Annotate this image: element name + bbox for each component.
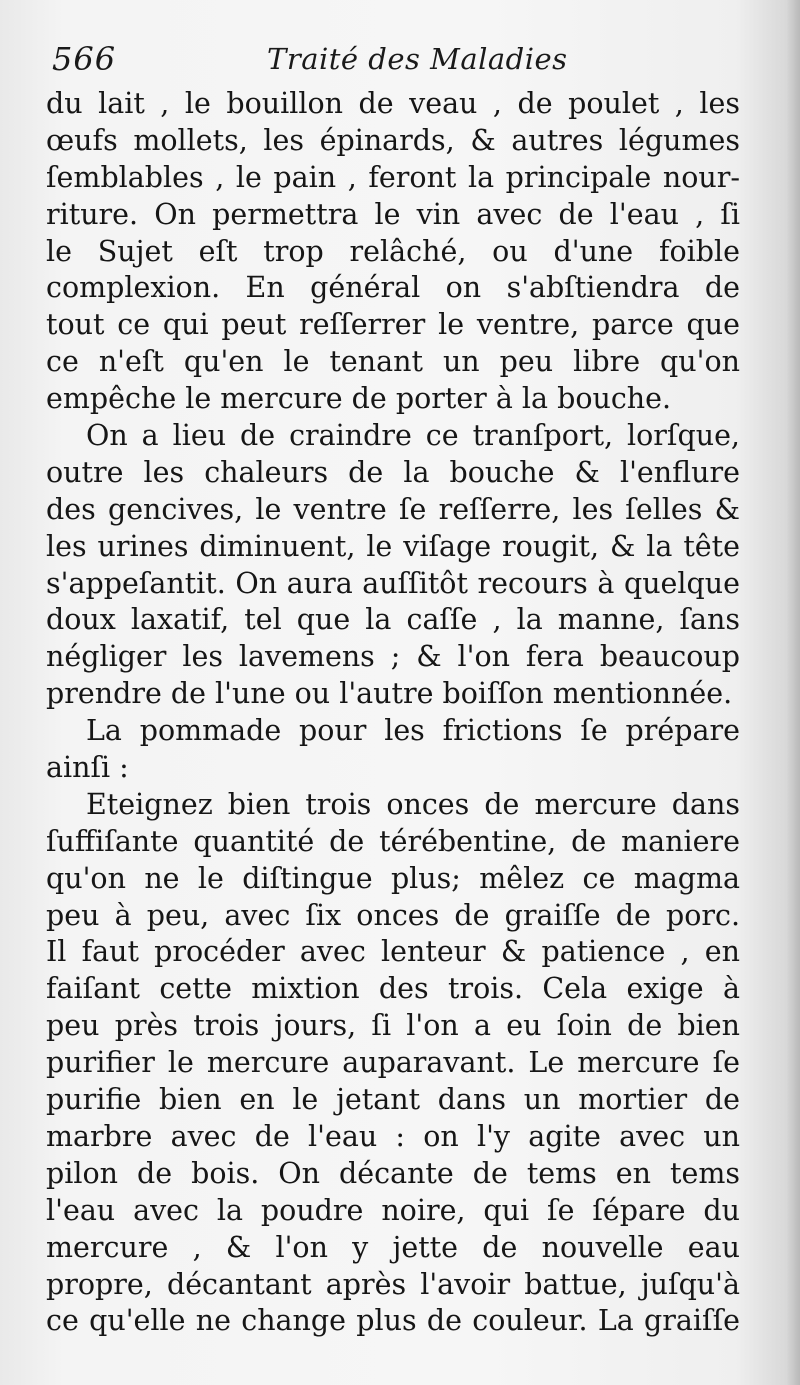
text-line: mercure , & l'on y jette de nouvelle eau [46,1230,740,1264]
text-line: des gencives, le ventre ſe reſſerre, les ſelles & [46,492,740,526]
text-line: Il faut procéder avec lenteur & patience , en [46,935,740,969]
text-line: outre les chaleurs de la bouche & l'enflure [46,455,740,489]
text-line: ainſi : [46,751,129,785]
text-line: La pommade pour les frictions ſe prépare [86,714,740,748]
text-line: doux laxatif, tel que la caſſe , la manne, ſans [46,603,740,637]
page-number: 566 [52,40,117,78]
text-line: riture. On permettra le vin avec de l'eau , ſi [46,197,740,231]
text-line: peu à peu, avec ſix onces de graiſſe de porc. [46,898,740,932]
text-line: ſuffiſante quantité de térébentine, de maniere [46,824,740,858]
text-line: purifier le mercure auparavant. Le mercure ſe [46,1046,740,1080]
text-line: empêche le mercure de porter à la bouche. [46,382,672,416]
text-line: tout ce qui peut reſſerrer le ventre, parce que [46,308,740,342]
body-text [46,86,740,1340]
text-line: ce qu'elle ne change plus de couleur. La graiſſe [46,1304,740,1338]
text-line: complexion. En général on s'abſtiendra de [46,271,740,305]
text-line: prendre de l'une ou l'autre boiſſon mentionnée. [46,677,733,711]
text-line: faiſant cette mixtion des trois. Cela exige à [46,972,740,1006]
text-line: le Sujet eſt trop relâché, ou d'une foible [46,234,740,268]
text-line: On a lieu de craindre ce tranſport, lorſque, [86,419,740,453]
text-line: ce n'eſt qu'en le tenant un peu libre qu'on [46,345,740,379]
text-line: pilon de bois. On décante de tems en tems [46,1156,740,1190]
text-line: purifie bien en le jetant dans un mortier de [46,1083,740,1117]
text-line: ſemblables , le pain , feront la principale nour- [46,160,740,194]
text-line: propre, décantant après l'avoir battue, juſqu'à [46,1267,740,1301]
text-line: peu près trois jours, ſi l'on a eu ſoin de bien [46,1009,740,1043]
text-line: du lait , le bouillon de veau , de poulet , les [46,87,740,120]
text-line: négliger les lavemens ; & l'on fera beaucoup [46,640,740,674]
text-line: œufs mollets, les épinards, & autres légumes [46,123,740,157]
text-line: les urines diminuent, le viſage rougit, & la tête [46,529,740,563]
text-line: s'appeſantit. On aura auſſitôt recours à quelque [46,566,740,600]
page-header [52,40,748,86]
text-line: l'eau avec la poudre noire, qui ſe ſépare du [46,1193,740,1227]
text-line: Eteignez bien trois onces de mercure dans [86,787,740,821]
text-line: qu'on ne le diſtingue plus; mêlez ce magma [46,861,740,895]
running-head: Traité des Maladies [267,42,568,76]
text-line: marbre avec de l'eau : on l'y agite avec un [46,1119,740,1153]
